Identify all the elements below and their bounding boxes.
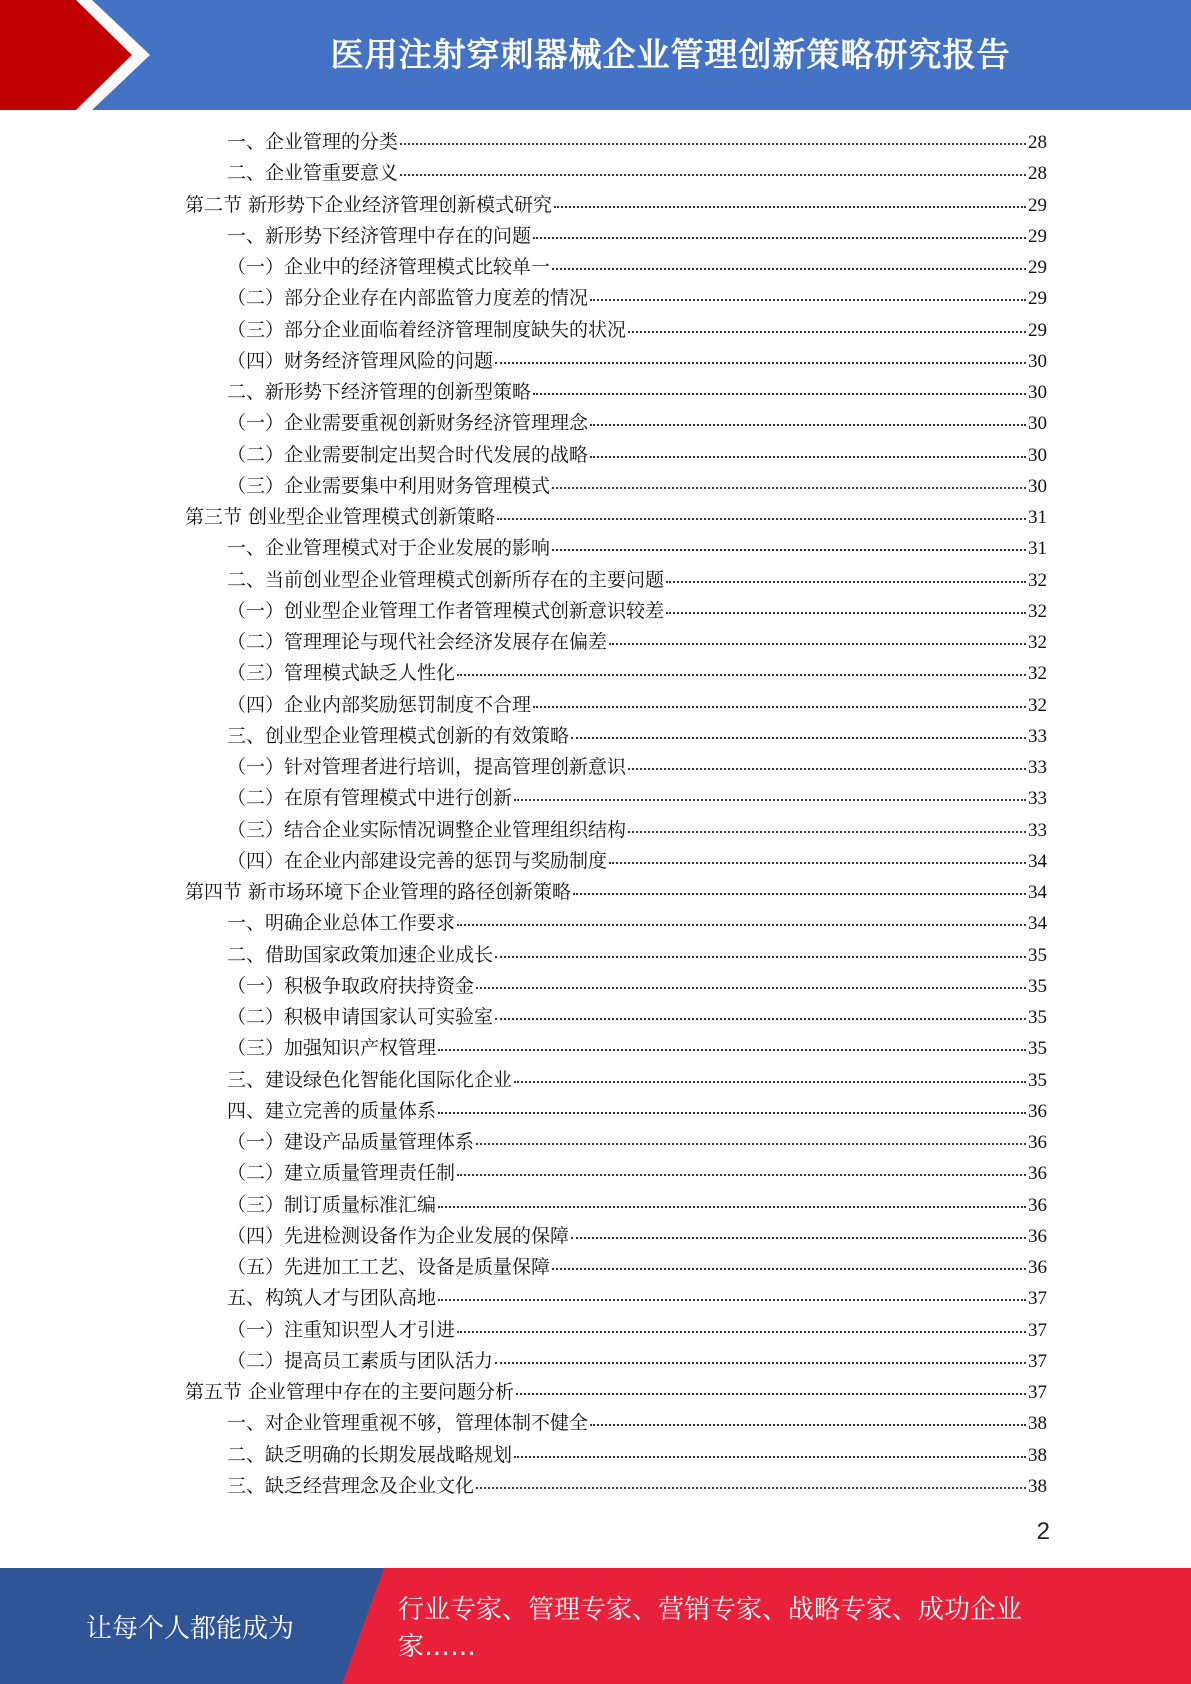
toc-entry-page: 37 (1028, 1288, 1047, 1310)
toc-dot-leader (400, 174, 1026, 176)
toc-entry[interactable] (185, 721, 1047, 752)
toc-entry[interactable] (185, 221, 1047, 252)
toc-dot-leader (552, 1268, 1026, 1270)
toc-entry[interactable] (185, 471, 1047, 502)
toc-entry-title: （五）先进加工工艺、设备是质量保障 (227, 1256, 551, 1278)
toc-entry-page: 32 (1028, 569, 1047, 591)
toc-entry[interactable] (185, 596, 1047, 627)
toc-entry[interactable] (185, 440, 1047, 471)
toc-entry-page: 29 (1028, 288, 1047, 310)
toc-entry[interactable] (185, 127, 1047, 158)
toc-dot-leader (495, 1362, 1026, 1364)
toc-dot-leader (438, 1206, 1026, 1208)
toc-dot-leader (514, 1081, 1026, 1083)
toc-dot-leader (476, 987, 1026, 989)
toc-entry-title: 五、构筑人才与团队高地 (227, 1287, 437, 1310)
toc-entry[interactable] (185, 190, 1047, 221)
toc-entry-page: 35 (1028, 1069, 1047, 1091)
toc-entry[interactable] (185, 1127, 1047, 1158)
toc-entry-page: 32 (1028, 600, 1047, 622)
toc-entry-title: 第四节 新市场环境下企业管理的路径创新策略 (185, 881, 572, 903)
toc-dot-leader (514, 1456, 1026, 1458)
toc-entry[interactable] (185, 752, 1047, 783)
toc-entry-page: 30 (1028, 475, 1047, 497)
toc-entry-title: （三）加强知识产权管理 (227, 1037, 437, 1060)
toc-entry[interactable] (185, 1065, 1047, 1096)
toc-entry-title: 一、企业管理的分类 (227, 131, 399, 153)
toc-entry[interactable] (185, 315, 1047, 346)
toc-entry-page: 28 (1028, 163, 1047, 185)
toc-dot-leader (457, 674, 1026, 676)
toc-entry[interactable] (185, 1002, 1047, 1033)
toc-entry[interactable] (185, 533, 1047, 564)
page-number: 2 (1036, 1518, 1050, 1545)
toc-entry-title: 三、创业型企业管理模式创新的有效策略 (227, 724, 570, 747)
toc-entry-title: （二）在原有管理模式中进行创新 (227, 787, 513, 810)
toc-entry-title: （三）制订质量标准汇编 (227, 1193, 437, 1216)
toc-entry-page: 30 (1028, 413, 1047, 435)
toc-entry-page: 30 (1028, 444, 1047, 466)
toc-entry[interactable] (185, 1096, 1047, 1127)
toc-dot-leader (533, 237, 1026, 239)
toc-dot-leader (590, 456, 1026, 458)
toc-entry-page: 35 (1028, 1007, 1047, 1028)
toc-entry-page: 36 (1028, 1163, 1047, 1185)
toc-entry-page: 36 (1028, 1225, 1047, 1247)
report-title: 医用注射穿刺器械企业管理创新策略研究报告 (330, 34, 1011, 74)
toc-dot-leader (438, 1299, 1026, 1301)
toc-entry-page: 38 (1028, 1413, 1047, 1435)
toc-entry-page: 37 (1028, 1382, 1047, 1403)
toc-entry-title: （二）建立质量管理责任制 (227, 1162, 456, 1185)
toc-entry-title: （四）先进检测设备作为企业发展的保障 (227, 1224, 570, 1247)
toc-entry-page: 38 (1028, 1444, 1047, 1466)
toc-dot-leader (495, 1018, 1026, 1020)
toc-entry-page: 30 (1028, 350, 1047, 372)
toc-dot-leader (666, 612, 1026, 614)
toc-entry-page: 31 (1028, 507, 1047, 528)
toc-entry-page: 34 (1028, 850, 1047, 872)
toc-entry-title: （二）提高员工素质与团队活力 (227, 1349, 494, 1372)
toc-entry-title: （三）企业需要集中利用财务管理模式 (227, 474, 551, 497)
toc-entry-title: 一、明确企业总体工作要求 (227, 912, 456, 935)
toc-entry-title: （一）企业中的经济管理模式比较单一 (227, 256, 551, 278)
toc-entry-page: 29 (1028, 319, 1047, 341)
toc-entry-page: 33 (1028, 819, 1047, 841)
toc-entry-title: 二、借助国家政策加速企业成长 (227, 943, 494, 966)
toc-entry-page: 37 (1028, 1319, 1047, 1341)
toc-dot-leader (514, 799, 1026, 801)
toc-dot-leader (438, 1049, 1026, 1051)
toc-entry-title: 二、缺乏明确的长期发展战略规划 (227, 1443, 513, 1466)
toc-entry-title: 四、建立完善的质量体系 (227, 1099, 437, 1122)
footer-slogan-right: 行业专家、管理专家、营销专家、战略专家、成功企业家…… (398, 1595, 1023, 1662)
toc-entry[interactable] (185, 1471, 1047, 1502)
toc-dot-leader (476, 1487, 1026, 1489)
toc-entry[interactable] (185, 252, 1047, 283)
toc-dot-leader (457, 1174, 1026, 1176)
toc-entry-page: 36 (1028, 1100, 1047, 1122)
toc-entry-title: 一、新形势下经济管理中存在的问题 (227, 224, 532, 247)
toc-entry-title: 第三节 创业型企业管理模式创新策略 (185, 506, 496, 528)
toc-entry[interactable] (185, 846, 1047, 877)
toc-entry-title: 二、当前创业型企业管理模式创新所存在的主要问题 (227, 568, 665, 591)
toc-entry[interactable] (185, 1440, 1047, 1471)
toc-entry-page: 38 (1028, 1475, 1047, 1497)
toc-entry[interactable] (185, 502, 1047, 533)
toc-dot-leader (495, 362, 1026, 364)
toc-dot-leader (457, 924, 1026, 926)
toc-dot-leader (609, 862, 1026, 864)
report-footer (0, 1568, 1191, 1684)
toc-dot-leader (628, 768, 1026, 770)
toc-dot-leader (497, 518, 1026, 520)
toc-entry[interactable] (185, 1033, 1047, 1064)
toc-entry-title: （二）管理理论与现代社会经济发展存在偏差 (227, 631, 608, 653)
toc-entry-page: 35 (1028, 1038, 1047, 1060)
toc-entry[interactable] (185, 690, 1047, 721)
toc-dot-leader (666, 581, 1026, 583)
toc-entry[interactable] (185, 377, 1047, 408)
toc-entry-title: （二）部分企业存在内部监管力度差的情况 (227, 287, 589, 310)
toc-dot-leader (476, 1143, 1026, 1145)
toc-dot-leader (590, 299, 1026, 301)
toc-entry-title: 第五节 企业管理中存在的主要问题分析 (185, 1381, 515, 1403)
toc-entry-page: 36 (1028, 1257, 1047, 1278)
toc-entry-title: 第二节 新形势下企业经济管理创新模式研究 (185, 193, 553, 216)
toc-entry-title: （四）在企业内部建设完善的惩罚与奖励制度 (227, 849, 608, 872)
toc-dot-leader (552, 487, 1026, 489)
toc-entry-page: 37 (1028, 1350, 1047, 1372)
toc-entry-page: 33 (1028, 725, 1047, 747)
toc-entry-title: （四）企业内部奖励惩罚制度不合理 (227, 693, 532, 716)
footer-slogan-left: 让每个人都能成为 (85, 1613, 294, 1644)
toc-entry-title: （三）结合企业实际情况调整企业管理组织结构 (227, 818, 627, 841)
toc-dot-leader (516, 1393, 1026, 1395)
toc-dot-leader (628, 331, 1026, 333)
toc-entry-page: 36 (1028, 1132, 1047, 1153)
toc-entry-page: 29 (1028, 194, 1047, 216)
toc-entry-page: 35 (1028, 944, 1047, 966)
toc-entry-title: （二）企业需要制定出契合时代发展的战略 (227, 443, 589, 466)
toc-entry-page: 31 (1028, 538, 1047, 560)
toc-entry-title: （一）企业需要重视创新财务经济管理理念 (227, 412, 589, 435)
toc-entry-title: （一）创业型企业管理工作者管理模式创新意识较差 (227, 599, 665, 622)
report-header (0, 0, 1191, 110)
toc-dot-leader (495, 956, 1026, 958)
toc-entry-title: 二、新形势下经济管理的创新型策略 (227, 381, 532, 403)
toc-entry[interactable] (185, 1252, 1047, 1283)
toc-entry-page: 34 (1028, 882, 1047, 903)
toc-entry[interactable] (185, 283, 1047, 314)
toc-entry-title: 三、建设绿色化智能化国际化企业 (227, 1068, 513, 1091)
toc-entry-title: （一）针对管理者进行培训，提高管理创新意识 (227, 756, 627, 778)
toc-dot-leader (590, 1424, 1026, 1426)
toc-dot-leader (554, 206, 1026, 208)
toc-dot-leader (533, 393, 1026, 395)
table-of-contents (185, 127, 1047, 1502)
toc-entry[interactable] (185, 971, 1047, 1002)
toc-entry[interactable] (185, 815, 1047, 846)
toc-dot-leader (571, 737, 1026, 739)
toc-entry-title: 三、缺乏经营理念及企业文化 (227, 1474, 475, 1497)
toc-entry-title: 二、企业管重要意义 (227, 162, 399, 185)
toc-entry-page: 29 (1028, 225, 1047, 247)
toc-entry-page: 33 (1028, 788, 1047, 810)
toc-entry-page: 35 (1028, 975, 1047, 997)
toc-entry[interactable] (185, 940, 1047, 971)
toc-entry-page: 33 (1028, 757, 1047, 778)
toc-dot-leader (573, 893, 1026, 895)
toc-entry[interactable] (185, 877, 1047, 908)
toc-entry[interactable] (185, 1377, 1047, 1408)
toc-entry-page: 30 (1028, 382, 1047, 403)
toc-entry[interactable] (185, 346, 1047, 377)
toc-entry-title: （一）注重知识型人才引进 (227, 1318, 456, 1341)
toc-dot-leader (438, 1112, 1026, 1114)
toc-entry-page: 32 (1028, 663, 1047, 685)
toc-entry-page: 36 (1028, 1194, 1047, 1216)
toc-entry-title: （三）部分企业面临着经济管理制度缺失的状况 (227, 318, 627, 341)
toc-entry[interactable] (185, 408, 1047, 439)
toc-entry-page: 32 (1028, 632, 1047, 653)
toc-dot-leader (400, 143, 1026, 145)
toc-entry-title: 一、对企业管理重视不够，管理体制不健全 (227, 1412, 589, 1435)
toc-entry[interactable] (185, 1283, 1047, 1314)
toc-entry-title: （二）积极申请国家认可实验室 (227, 1006, 494, 1028)
toc-entry[interactable] (185, 1221, 1047, 1252)
toc-entry-title: （一）积极争取政府扶持资金 (227, 974, 475, 997)
toc-dot-leader (552, 268, 1026, 270)
toc-entry-title: （三）管理模式缺乏人性化 (227, 662, 456, 685)
toc-entry-page: 28 (1028, 132, 1047, 153)
toc-dot-leader (533, 706, 1026, 708)
toc-dot-leader (552, 549, 1026, 551)
toc-entry-title: 一、企业管理模式对于企业发展的影响 (227, 537, 551, 560)
toc-entry[interactable] (185, 1190, 1047, 1221)
toc-dot-leader (590, 424, 1026, 426)
toc-entry[interactable] (185, 1158, 1047, 1189)
toc-entry[interactable] (185, 783, 1047, 814)
toc-entry[interactable] (185, 1346, 1047, 1377)
toc-dot-leader (571, 1237, 1026, 1239)
toc-entry[interactable] (185, 627, 1047, 658)
toc-entry[interactable] (185, 1408, 1047, 1439)
toc-entry[interactable] (185, 565, 1047, 596)
toc-entry[interactable] (185, 158, 1047, 189)
toc-entry-page: 29 (1028, 257, 1047, 278)
toc-entry-page: 34 (1028, 913, 1047, 935)
toc-entry-title: （一）建设产品质量管理体系 (227, 1131, 475, 1153)
toc-entry[interactable] (185, 658, 1047, 689)
toc-entry[interactable] (185, 908, 1047, 939)
toc-dot-leader (609, 643, 1026, 645)
toc-entry-title: （四）财务经济管理风险的问题 (227, 349, 494, 372)
toc-dot-leader (457, 1331, 1026, 1333)
toc-dot-leader (628, 831, 1026, 833)
toc-entry[interactable] (185, 1315, 1047, 1346)
toc-entry-page: 32 (1028, 694, 1047, 716)
